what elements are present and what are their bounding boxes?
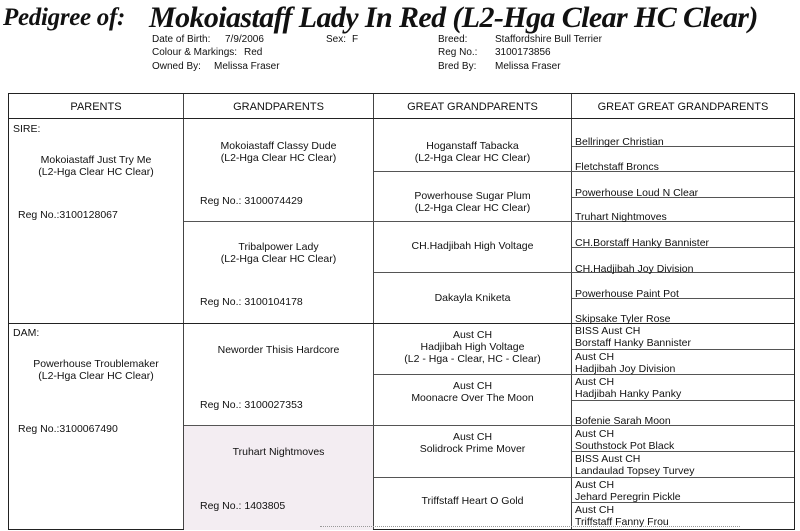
ggp-name: CH.Hadjibah Joy Division <box>575 263 694 275</box>
grandparent-reg: Reg No.: 1403805 <box>200 500 286 512</box>
row-divider <box>572 349 794 350</box>
owned-label: Owned By: <box>152 61 201 72</box>
colour-label: Colour & Markings: <box>152 47 238 58</box>
ggp-title: BISS Aust CH <box>575 325 641 337</box>
grandparent-name: Neworder Thisis Hardcore <box>217 344 340 356</box>
breed-label: Breed: <box>438 34 468 45</box>
row-divider <box>184 221 794 222</box>
dam-label: DAM: <box>13 327 40 339</box>
sex-label: Sex: <box>326 34 347 45</box>
bred-label: Bred By: <box>438 61 477 72</box>
ggp-name: Triffstaff Fanny Frou <box>575 516 669 528</box>
shaded-cell <box>184 426 373 530</box>
great-grandparent-line: Aust CH <box>452 431 493 443</box>
ggp-name: Skipsake Tyler Rose <box>575 313 671 325</box>
sire-name: Mokoiastaff Just Try Me <box>40 154 152 166</box>
grandparent-reg: Reg No.: 3100074429 <box>200 195 303 207</box>
great-grandparent-line: Dakayla Kniketa <box>434 292 511 304</box>
pedigree-label: Pedigree of: <box>3 4 126 31</box>
ggp-title: Aust CH <box>575 479 615 491</box>
colour-value: Red <box>244 47 263 58</box>
ggp-name: Powerhouse Paint Pot <box>575 288 679 300</box>
reg-label: Reg No.: <box>438 47 478 58</box>
ggp-name: CH.Borstaff Hanky Bannister <box>575 237 710 249</box>
great-grandparent-line: Powerhouse Sugar Plum <box>414 190 531 202</box>
great-grandparent-line: Aust CH <box>452 380 493 392</box>
footer-dotted-line <box>320 526 740 527</box>
reg-value: 3100173856 <box>495 47 551 58</box>
ggp-name: Fletchstaff Broncs <box>575 161 659 173</box>
ggp-name: Bellringer Christian <box>575 136 664 148</box>
sire-label: SIRE: <box>13 123 41 135</box>
column-divider <box>571 94 572 529</box>
header-great-grandparents: GREAT GRANDPARENTS <box>407 101 538 113</box>
dam-reg: Reg No.:3100067490 <box>18 423 118 435</box>
grandparent-sub: (L2-Hga Clear HC Clear) <box>220 253 337 265</box>
ggp-name: Hadjibah Joy Division <box>575 363 676 375</box>
dob-value: 7/9/2006 <box>225 34 264 45</box>
great-grandparent-line: Hadjibah High Voltage <box>420 341 525 353</box>
ggp-name: Truhart Nightmoves <box>575 211 667 223</box>
ggp-title: Aust CH <box>575 351 615 363</box>
dam-name: Powerhouse Troublemaker <box>33 358 159 370</box>
sire-sub: (L2-Hga Clear HC Clear) <box>38 166 154 178</box>
great-grandparent-line: (L2 - Hga - Clear, HC - Clear) <box>404 353 541 365</box>
header-grandparents: GRANDPARENTS <box>233 101 324 113</box>
grandparent-name: Mokoiastaff Classy Dude <box>220 140 337 152</box>
breed-value: Staffordshire Bull Terrier <box>495 34 602 45</box>
sire-dam-divider <box>9 323 794 324</box>
great-grandparent-line: Solidrock Prime Mover <box>419 443 526 455</box>
ggp-name: Bofenie Sarah Moon <box>575 415 671 427</box>
ggp-name: Powerhouse Loud N Clear <box>575 187 699 199</box>
great-grandparent-line: (L2-Hga Clear HC Clear) <box>414 152 531 164</box>
pedigree-table <box>8 93 795 530</box>
grandparent-name: Tribalpower Lady <box>238 241 319 253</box>
great-grandparent-line: CH.Hadjibah High Voltage <box>411 240 534 252</box>
great-grandparent-line: Aust CH <box>452 329 493 341</box>
dob-label: Date of Birth: <box>152 34 211 45</box>
header-divider <box>9 118 794 119</box>
sire-reg: Reg No.:3100128067 <box>18 209 118 221</box>
grandparent-reg: Reg No.: 3100104178 <box>200 296 303 308</box>
header-great-great-grandparents: GREAT GREAT GRANDPARENTS <box>597 101 769 113</box>
dam-sub: (L2-Hga Clear HC Clear) <box>38 370 154 382</box>
grandparent-sub: (L2-Hga Clear HC Clear) <box>220 152 337 164</box>
ggp-name: Landaulad Topsey Turvey <box>575 465 695 477</box>
ggp-title: Aust CH <box>575 428 615 440</box>
ggp-name: Borstaff Hanky Bannister <box>575 337 691 349</box>
ggp-title: Aust CH <box>575 504 615 516</box>
ggp-name: Hadjibah Hanky Panky <box>575 388 682 400</box>
owned-value: Melissa Fraser <box>214 61 280 72</box>
row-divider <box>374 477 794 478</box>
grandparent-reg: Reg No.: 3100027353 <box>200 399 303 411</box>
great-grandparent-line: Triffstaff Heart O Gold <box>421 495 524 507</box>
sex-value: F <box>352 34 359 45</box>
bred-value: Melissa Fraser <box>495 61 561 72</box>
dog-title: Mokoiastaff Lady In Red (L2-Hga Clear HC Clear) <box>149 1 758 34</box>
ggp-name: Southstock Pot Black <box>575 440 675 452</box>
row-divider <box>572 400 794 401</box>
grandparent-name: Truhart Nightmoves <box>232 446 325 458</box>
ggp-title: Aust CH <box>575 376 615 388</box>
great-grandparent-line: Moonacre Over The Moon <box>411 392 534 404</box>
ggp-name: Jehard Peregrin Pickle <box>575 491 681 503</box>
great-grandparent-line: Hoganstaff Tabacka <box>426 140 519 152</box>
great-grandparent-line: (L2-Hga Clear HC Clear) <box>414 202 531 214</box>
ggp-title: BISS Aust CH <box>575 453 641 465</box>
row-divider <box>184 425 794 426</box>
header-parents: PARENTS <box>70 101 122 113</box>
